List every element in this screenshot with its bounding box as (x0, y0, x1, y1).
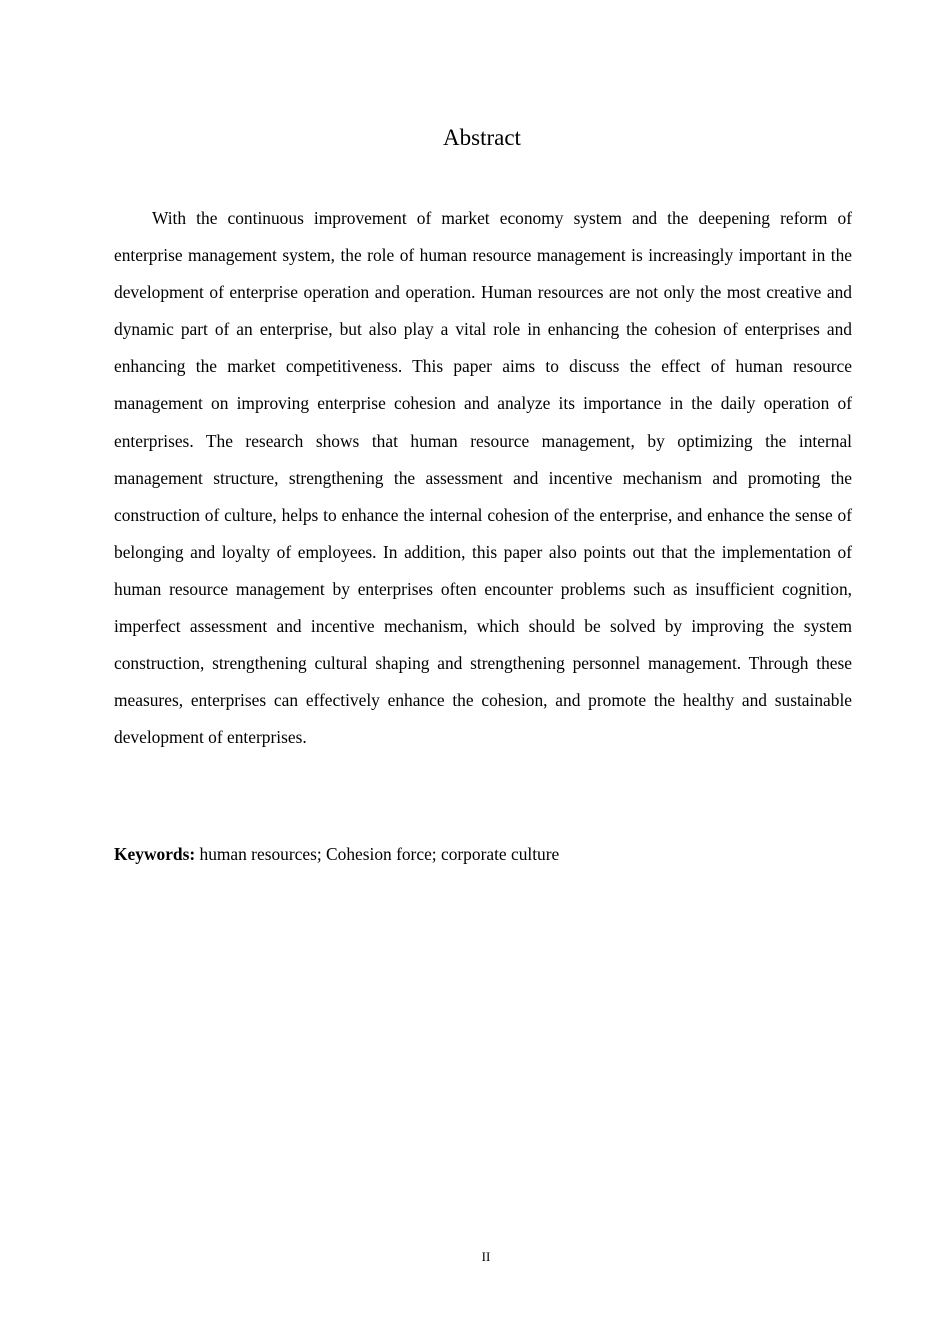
abstract-paragraph: With the continuous improvement of market economy system and the deepening reform of enterprise management system, the role of human resource management is increasingly important in the development of enterprise operation and operation. Human resources are not only the most creative and dynamic part of an enterprise, but also play a vital role in enhancing the cohesion of enterprises and enhancing the market competitiveness. This paper aims to discuss the effect of human resource management on improving enterprise cohesion and analyze its importance in the daily operation of enterprises. The research shows that human resource management, by optimizing the internal management structure, strengthening the assessment and incentive mechanism and promoting the construction of culture, helps to enhance the internal cohesion of the enterprise, and enhance the sense of belonging and loyalty of employees. In addition, this paper also points out that the implementation of human resource management by enterprises often encounter problems such as insufficient cognition, imperfect assessment and incentive mechanism, which should be solved by improving the system construction, strengthening cultural shaping and strengthening personnel management. Through these measures, enterprises can effectively enhance the cohesion, and promote the healthy and sustainable development of enterprises. (114, 208, 852, 748)
page-title: Abstract (443, 125, 521, 150)
keywords-text: human resources; Cohesion force; corporate culture (195, 844, 560, 864)
keywords-label: Keywords: (114, 844, 196, 864)
keywords-line (114, 838, 852, 870)
page-number: II (481, 1249, 491, 1264)
